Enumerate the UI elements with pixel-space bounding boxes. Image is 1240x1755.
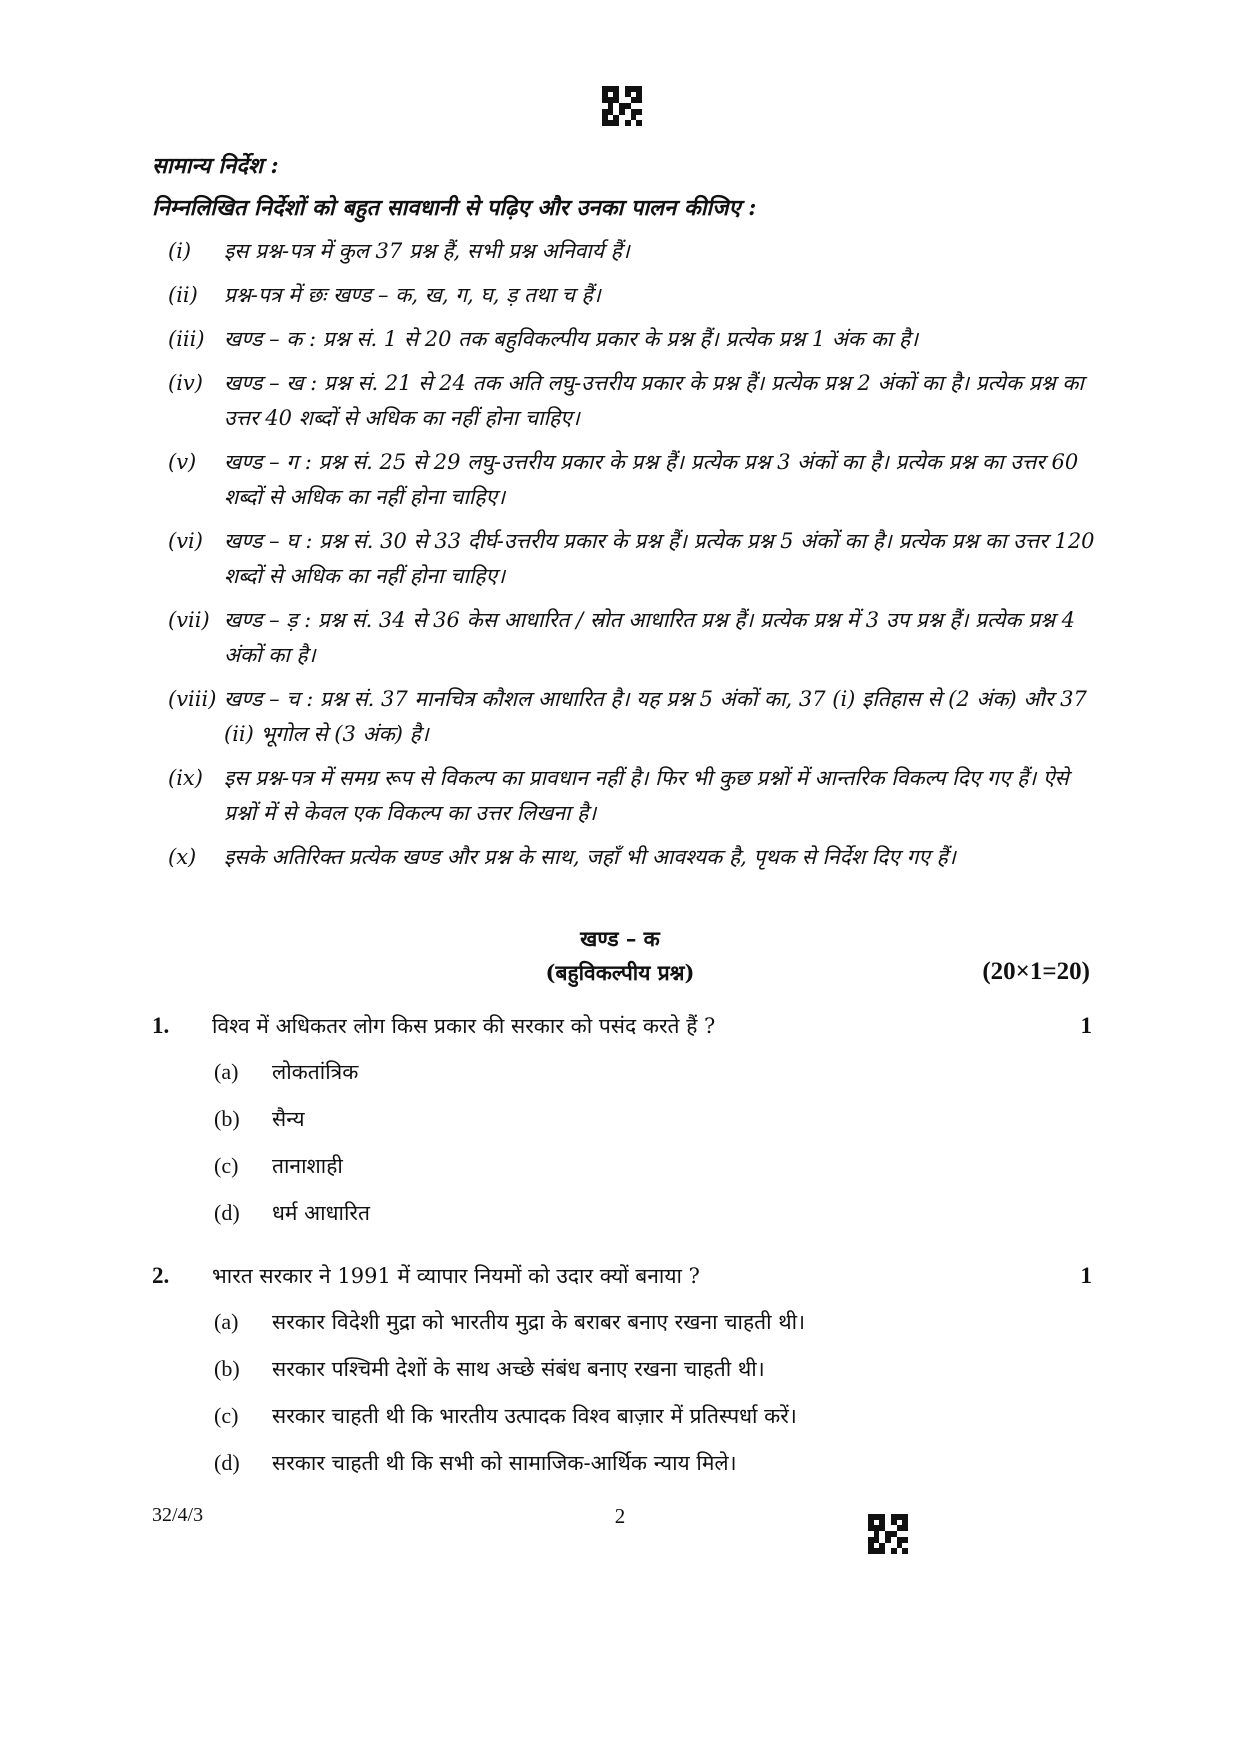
question-number: 2. bbox=[152, 1263, 170, 1288]
question-2 bbox=[152, 1260, 1092, 1494]
instruction-number: (iv) bbox=[168, 371, 203, 395]
instruction-text: प्रश्न-पत्र में छः खण्ड – क, ख, ग, घ, ड़ तथा च हैं। bbox=[224, 283, 601, 307]
instruction-number: (x) bbox=[168, 845, 197, 869]
option-text: सरकार पश्चिमी देशों के साथ अच्छे संबंध बनाए रखना चाहती थी। bbox=[272, 1357, 765, 1381]
option-text: सरकार विदेशी मुद्रा को भारतीय मुद्रा के बराबर बनाए रखना चाहती थी। bbox=[272, 1310, 806, 1334]
instruction-number: (ii) bbox=[168, 283, 198, 307]
qr-code-icon bbox=[602, 86, 642, 126]
instruction-text: इसके अतिरिक्त प्रत्येक खण्ड और प्रश्न के साथ, जहाँ भी आवश्यक है, पृथक से निर्देश दिए गए हैं। bbox=[224, 845, 956, 869]
instruction-number: (viii) bbox=[168, 687, 217, 711]
option-d bbox=[152, 1197, 1092, 1229]
instruction-number: (v) bbox=[168, 450, 197, 474]
instruction-item bbox=[152, 682, 1102, 752]
page-number: 2 bbox=[614, 1504, 626, 1528]
option-text: सरकार चाहती थी कि सभी को सामाजिक-आर्थिक न्याय मिले। bbox=[272, 1451, 737, 1475]
option-label: (b) bbox=[214, 1106, 240, 1131]
instruction-item bbox=[152, 234, 1102, 269]
option-label: (b) bbox=[214, 1356, 240, 1381]
instruction-text: खण्ड – क : प्रश्न सं. 1 से 20 तक बहुविकल्पीय प्रकार के प्रश्न हैं। प्रत्येक प्रश्न 1 अंक का है। bbox=[224, 327, 919, 351]
option-text: लोकतांत्रिक bbox=[272, 1060, 359, 1084]
question-text: विश्व में अधिकतर लोग किस प्रकार की सरकार को पसंद करते हैं ? bbox=[212, 1014, 716, 1038]
instructions-subheading: निम्नलिखित निर्देशों को बहुत सावधानी से पढ़िए और उनका पालन कीजिए : bbox=[152, 195, 757, 221]
question-number: 1. bbox=[152, 1013, 170, 1038]
option-text: धर्म आधारित bbox=[272, 1201, 370, 1225]
option-b bbox=[152, 1103, 1092, 1135]
option-text: तानाशाही bbox=[272, 1154, 343, 1178]
instruction-item bbox=[152, 445, 1102, 515]
option-label: (d) bbox=[214, 1450, 240, 1475]
option-a bbox=[152, 1306, 1092, 1338]
option-b bbox=[152, 1353, 1092, 1385]
instruction-text: खण्ड – ख : प्रश्न सं. 21 से 24 तक अति लघु-उत्तरीय प्रकार के प्रश्न हैं। प्रत्येक प्रश्न 2 अंकों का है। प्रत्येक प्रश्न का उत्तर 40 शब्दों से अधिक का नहीं होना चाहिए। bbox=[224, 371, 1084, 430]
instruction-text: इस प्रश्न-पत्र में कुल 37 प्रश्न हैं, सभी प्रश्न अनिवार्य हैं। bbox=[224, 239, 630, 263]
question-1 bbox=[152, 1010, 1092, 1244]
instruction-item bbox=[152, 366, 1102, 436]
instruction-item bbox=[152, 603, 1102, 673]
option-a bbox=[152, 1056, 1092, 1088]
instruction-number: (iii) bbox=[168, 327, 205, 351]
option-label: (a) bbox=[214, 1059, 239, 1084]
option-text: सरकार चाहती थी कि भारतीय उत्पादक विश्व बाज़ार में प्रतिस्पर्धा करें। bbox=[272, 1404, 797, 1428]
question-marks: 1 bbox=[1080, 1263, 1092, 1288]
option-d bbox=[152, 1447, 1092, 1479]
option-label: (a) bbox=[214, 1309, 239, 1334]
qr-code-icon bbox=[868, 1514, 908, 1554]
option-text: सैन्य bbox=[272, 1107, 305, 1131]
instruction-number: (vi) bbox=[168, 529, 203, 553]
option-c bbox=[152, 1400, 1092, 1432]
question-header bbox=[152, 1260, 1092, 1292]
instruction-text: खण्ड – घ : प्रश्न सं. 30 से 33 दीर्घ-उत्तरीय प्रकार के प्रश्न हैं। प्रत्येक प्रश्न 5 अंकों का है। प्रत्येक प्रश्न का उत्तर 120 शब्दों से अधिक का नहीं होना चाहिए। bbox=[224, 529, 1095, 588]
section-title: खण्ड – क bbox=[580, 926, 660, 951]
instruction-item bbox=[152, 322, 1102, 357]
option-label: (c) bbox=[214, 1403, 239, 1428]
instruction-item bbox=[152, 524, 1102, 594]
instruction-item bbox=[152, 761, 1102, 831]
paper-code: 32/4/3 bbox=[152, 1504, 204, 1526]
instruction-item bbox=[152, 278, 1102, 313]
section-subtitle: (बहुविकल्पीय प्रश्न) bbox=[545, 960, 695, 985]
instruction-text: खण्ड – ग : प्रश्न सं. 25 से 29 लघु-उत्तरीय प्रकार के प्रश्न हैं। प्रत्येक प्रश्न 3 अंकों का है। प्रत्येक प्रश्न का उत्तर 60 शब्दों से अधिक का नहीं होना चाहिए। bbox=[224, 450, 1079, 509]
question-header bbox=[152, 1010, 1092, 1042]
instruction-item bbox=[152, 840, 1102, 875]
question-text: भारत सरकार ने 1991 में व्यापार नियमों को उदार क्यों बनाया ? bbox=[212, 1264, 700, 1288]
option-c bbox=[152, 1150, 1092, 1182]
instruction-text: इस प्रश्न-पत्र में समग्र रूप से विकल्प का प्रावधान नहीं है। फिर भी कुछ प्रश्नों में आन्तरिक विकल्प दिए गए हैं। ऐसे प्रश्नों में से केवल एक विकल्प का उत्तर लिखना है। bbox=[224, 766, 1069, 825]
question-marks: 1 bbox=[1080, 1013, 1092, 1038]
instruction-number: (ix) bbox=[168, 766, 203, 790]
general-instructions bbox=[152, 152, 1102, 884]
instruction-text: खण्ड – ड़ : प्रश्न सं. 34 से 36 केस आधारित / स्रोत आधारित प्रश्न हैं। प्रत्येक प्रश्न में 3 उप प्रश्न हैं। प्रत्येक प्रश्न 4 अंकों का है। bbox=[224, 608, 1076, 667]
instruction-number: (i) bbox=[168, 239, 192, 263]
section-marks: (20×1=20) bbox=[982, 958, 1090, 985]
option-label: (c) bbox=[214, 1153, 239, 1178]
instruction-text: खण्ड – च : प्रश्न सं. 37 मानचित्र कौशल आधारित है। यह प्रश्न 5 अंकों का, 37 (i) इतिहास से (2 अंक) और 37 (ii) भूगोल से (3 अंक) है। bbox=[224, 687, 1087, 746]
instructions-heading: सामान्य निर्देश : bbox=[152, 153, 279, 179]
instruction-number: (vii) bbox=[168, 608, 210, 632]
option-label: (d) bbox=[214, 1200, 240, 1225]
